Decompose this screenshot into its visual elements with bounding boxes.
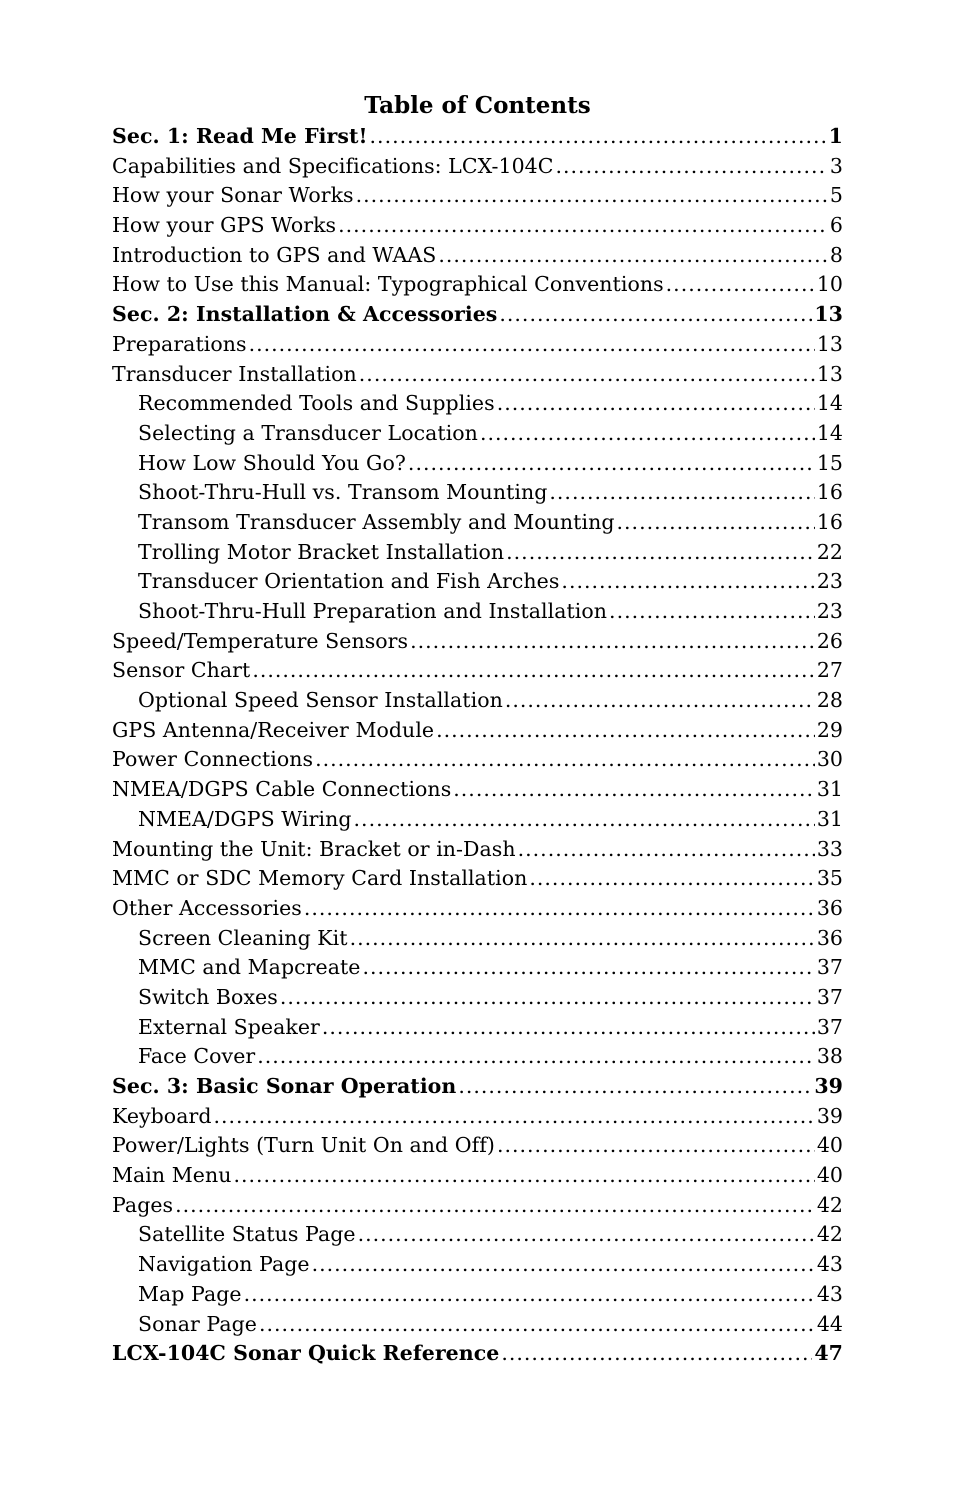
toc-subentry[interactable] bbox=[112, 597, 843, 627]
toc-entry-label: Pages bbox=[112, 1192, 174, 1217]
toc-page-number: 13 bbox=[816, 361, 843, 386]
toc-page-number: 40 bbox=[816, 1163, 843, 1188]
toc-entry[interactable] bbox=[112, 716, 843, 746]
toc-subentry[interactable] bbox=[112, 567, 843, 597]
toc-entry-label: GPS Antenna/Receiver Module bbox=[112, 717, 435, 742]
toc-entry-label: Power/Lights (Turn Unit On and Off) bbox=[112, 1133, 495, 1158]
toc-subentry[interactable] bbox=[112, 1220, 843, 1250]
dot-leader bbox=[175, 1191, 815, 1221]
dot-leader bbox=[666, 270, 815, 300]
toc-page-number: 10 bbox=[816, 272, 843, 297]
toc-entry-label: NMEA/DGPS Wiring bbox=[138, 806, 352, 831]
toc-page-number: 3 bbox=[829, 153, 843, 178]
toc-page-number: 33 bbox=[816, 836, 843, 861]
dot-leader bbox=[350, 924, 815, 954]
toc-section-heading[interactable] bbox=[112, 1072, 843, 1102]
toc-page-number: 6 bbox=[829, 213, 843, 238]
toc-entry[interactable] bbox=[112, 627, 843, 657]
toc-entry[interactable] bbox=[112, 775, 843, 805]
toc-page-number: 39 bbox=[814, 1074, 843, 1098]
toc-page-number: 37 bbox=[816, 955, 843, 980]
toc-subentry[interactable] bbox=[112, 449, 843, 479]
toc-entry-label: Capabilities and Specifications: LCX-104C bbox=[112, 153, 554, 178]
toc-entry[interactable] bbox=[112, 894, 843, 924]
toc-entry-label: Trolling Motor Bracket Installation bbox=[138, 539, 505, 564]
toc-entry[interactable] bbox=[112, 330, 843, 360]
toc-entry[interactable] bbox=[112, 181, 843, 211]
toc-entry-label: How to Use this Manual: Typographical Conventions bbox=[112, 272, 664, 297]
toc-subentry[interactable] bbox=[112, 924, 843, 954]
dot-leader bbox=[359, 360, 815, 390]
toc-page-number: 31 bbox=[816, 806, 843, 831]
toc-section-heading[interactable] bbox=[112, 122, 843, 152]
toc-page-number: 1 bbox=[828, 124, 843, 148]
toc-subentry[interactable] bbox=[112, 686, 843, 716]
toc-page-number: 42 bbox=[816, 1192, 843, 1217]
toc-entry-label: Transom Transducer Assembly and Mounting bbox=[138, 509, 615, 534]
toc-entry-label: Sec. 2: Installation & Accessories bbox=[112, 302, 498, 327]
dot-leader bbox=[362, 953, 814, 983]
page-title: Table of Contents bbox=[364, 92, 591, 119]
toc-subentry[interactable] bbox=[112, 953, 843, 983]
toc-entry-label: Mounting the Unit: Bracket or in-Dash bbox=[112, 836, 516, 861]
toc-page-number: 16 bbox=[816, 480, 843, 505]
toc-page-number: 36 bbox=[816, 895, 843, 920]
toc-page-number: 37 bbox=[816, 984, 843, 1009]
toc-page-number: 29 bbox=[816, 717, 843, 742]
toc-entry-label: Sensor Chart bbox=[112, 658, 251, 683]
toc-entry-label: Speed/Temperature Sensors bbox=[112, 628, 409, 653]
dot-leader bbox=[356, 181, 828, 211]
toc-subentry[interactable] bbox=[112, 389, 843, 419]
toc-entry-label: Selecting a Transducer Location bbox=[138, 420, 478, 445]
toc-page-number: 39 bbox=[816, 1103, 843, 1128]
toc-entry-label: Recommended Tools and Supplies bbox=[138, 391, 495, 416]
toc-page-number: 40 bbox=[816, 1133, 843, 1158]
dot-leader bbox=[506, 538, 815, 568]
toc-page-number: 47 bbox=[814, 1341, 843, 1366]
toc-entry-label: MMC and Mapcreate bbox=[138, 955, 361, 980]
toc-entry-label: Shoot-Thru-Hull Preparation and Installation bbox=[138, 599, 608, 623]
toc-entry-label: How your Sonar Works bbox=[112, 183, 354, 208]
toc-entry-label: Sec. 3: Basic Sonar Operation bbox=[112, 1074, 457, 1098]
toc-subentry[interactable] bbox=[112, 1042, 843, 1072]
toc-entry-label: Power Connections bbox=[112, 747, 314, 772]
toc-page-number: 43 bbox=[816, 1281, 843, 1306]
toc-page-number: 35 bbox=[816, 866, 843, 891]
toc-entry[interactable] bbox=[112, 835, 843, 865]
toc-entry-label: Sonar Page bbox=[138, 1311, 257, 1336]
toc-subentry[interactable] bbox=[112, 1250, 843, 1280]
toc-entry-label: Main Menu bbox=[112, 1163, 232, 1188]
toc-page-number: 13 bbox=[814, 302, 843, 327]
toc-entry-label: Screen Cleaning Kit bbox=[138, 925, 348, 950]
toc-entry-label: NMEA/DGPS Cable Connections bbox=[112, 777, 452, 802]
dot-leader bbox=[280, 983, 815, 1013]
dot-leader bbox=[315, 745, 815, 775]
toc-entry[interactable] bbox=[112, 360, 843, 390]
toc-entry[interactable] bbox=[112, 211, 843, 241]
toc-entry[interactable] bbox=[112, 745, 843, 775]
toc-entry-label: External Speaker bbox=[138, 1014, 320, 1039]
toc-subentry[interactable] bbox=[112, 1310, 843, 1340]
toc-section-heading[interactable] bbox=[112, 1339, 843, 1369]
toc-page-number: 15 bbox=[816, 450, 843, 475]
toc-entry-label: Navigation Page bbox=[138, 1252, 310, 1277]
toc-entry-label: Transducer Installation bbox=[112, 361, 357, 386]
toc-page-number: 44 bbox=[816, 1311, 843, 1336]
toc-entry[interactable] bbox=[112, 864, 843, 894]
toc-entry[interactable] bbox=[112, 270, 843, 300]
dot-leader bbox=[529, 864, 814, 894]
dot-leader bbox=[338, 211, 828, 241]
toc-entry-label: Other Accessories bbox=[112, 895, 302, 920]
toc-page-number: 14 bbox=[816, 420, 843, 445]
toc-page-number: 28 bbox=[816, 688, 843, 713]
toc-page-number: 8 bbox=[829, 242, 843, 267]
toc-page-number: 23 bbox=[816, 599, 843, 623]
toc-entry-label: How your GPS Works bbox=[112, 213, 337, 238]
toc-page-number: 16 bbox=[816, 509, 843, 534]
dot-leader bbox=[518, 835, 815, 865]
toc-page-number: 5 bbox=[829, 183, 843, 208]
toc-page-number: 43 bbox=[816, 1252, 843, 1277]
dot-leader bbox=[410, 627, 815, 657]
toc-entry-label: Preparations bbox=[112, 331, 247, 356]
toc-subentry[interactable] bbox=[112, 538, 843, 568]
toc-entry-label: Satellite Status Page bbox=[138, 1222, 356, 1247]
dot-leader bbox=[252, 656, 815, 686]
toc-subentry[interactable] bbox=[112, 1013, 843, 1043]
toc-subentry[interactable] bbox=[112, 983, 843, 1013]
toc-page-number: 36 bbox=[816, 925, 843, 950]
toc-entry-label: Optional Speed Sensor Installation bbox=[138, 688, 503, 713]
toc-entry-label: How Low Should You Go? bbox=[138, 450, 406, 475]
toc-entry-label: Sec. 1: Read Me First! bbox=[112, 124, 368, 148]
dot-leader bbox=[304, 894, 815, 924]
dot-leader bbox=[408, 449, 815, 479]
dot-leader bbox=[358, 1220, 815, 1250]
toc-page-number: 31 bbox=[816, 777, 843, 802]
toc-entry-label: Switch Boxes bbox=[138, 984, 278, 1009]
dot-leader bbox=[561, 567, 814, 597]
toc-entry[interactable] bbox=[112, 241, 843, 271]
toc-subentry[interactable] bbox=[112, 805, 843, 835]
dot-leader bbox=[438, 241, 828, 271]
toc-entry[interactable] bbox=[112, 656, 843, 686]
dot-leader bbox=[249, 330, 815, 360]
toc-page-number: 22 bbox=[816, 539, 843, 564]
dot-leader bbox=[259, 1310, 815, 1340]
toc-entry[interactable] bbox=[112, 152, 843, 182]
toc-entry-label: Transducer Orientation and Fish Arches bbox=[138, 569, 560, 594]
dot-leader bbox=[556, 152, 828, 182]
dot-leader bbox=[354, 805, 815, 835]
toc-page bbox=[112, 88, 843, 1369]
toc-entry[interactable] bbox=[112, 1161, 843, 1191]
dot-leader bbox=[497, 389, 815, 419]
toc-entry[interactable] bbox=[112, 1131, 843, 1161]
dot-leader bbox=[458, 1072, 812, 1102]
toc-subentry[interactable] bbox=[112, 508, 843, 538]
toc-page-number: 23 bbox=[816, 569, 843, 594]
dot-leader bbox=[480, 419, 815, 449]
dot-leader bbox=[505, 686, 815, 716]
dot-leader bbox=[453, 775, 815, 805]
dot-leader bbox=[233, 1161, 814, 1191]
toc-entry-label: Introduction to GPS and WAAS bbox=[112, 242, 437, 267]
toc-entry-label: Keyboard bbox=[112, 1103, 212, 1128]
dot-leader bbox=[497, 1131, 815, 1161]
toc-subentry[interactable] bbox=[112, 419, 843, 449]
toc-page-number: 13 bbox=[816, 331, 843, 356]
toc-page-number: 37 bbox=[816, 1014, 843, 1039]
toc-page-number: 38 bbox=[816, 1044, 843, 1069]
dot-leader bbox=[322, 1013, 815, 1043]
toc-entry-label: Map Page bbox=[138, 1281, 242, 1306]
dot-leader bbox=[549, 478, 814, 508]
toc-section-heading[interactable] bbox=[112, 300, 843, 330]
toc-entry-label: MMC or SDC Memory Card Installation bbox=[112, 866, 528, 891]
toc-entry-label: Shoot-Thru-Hull vs. Transom Mounting bbox=[138, 480, 548, 505]
dot-leader bbox=[370, 122, 827, 152]
dot-leader bbox=[501, 1339, 812, 1369]
toc-entry[interactable] bbox=[112, 1191, 843, 1221]
toc-page-number: 26 bbox=[816, 628, 843, 653]
dot-leader bbox=[609, 597, 815, 627]
dot-leader bbox=[214, 1102, 815, 1132]
dot-leader bbox=[436, 716, 815, 746]
toc-entry[interactable] bbox=[112, 1102, 843, 1132]
dot-leader bbox=[617, 508, 815, 538]
dot-leader bbox=[244, 1280, 815, 1310]
toc-page-number: 30 bbox=[816, 747, 843, 772]
dot-leader bbox=[312, 1250, 815, 1280]
dot-leader bbox=[499, 300, 812, 330]
toc-page-number: 42 bbox=[816, 1222, 843, 1247]
toc-subentry[interactable] bbox=[112, 478, 843, 508]
toc-page-number: 27 bbox=[816, 658, 843, 683]
toc-entry-label: Face Cover bbox=[138, 1044, 256, 1069]
dot-leader bbox=[257, 1042, 815, 1072]
toc-subentry[interactable] bbox=[112, 1280, 843, 1310]
toc-page-number: 14 bbox=[816, 391, 843, 416]
toc-entry-label: LCX-104C Sonar Quick Reference bbox=[112, 1341, 500, 1366]
toc-list bbox=[112, 122, 843, 1369]
